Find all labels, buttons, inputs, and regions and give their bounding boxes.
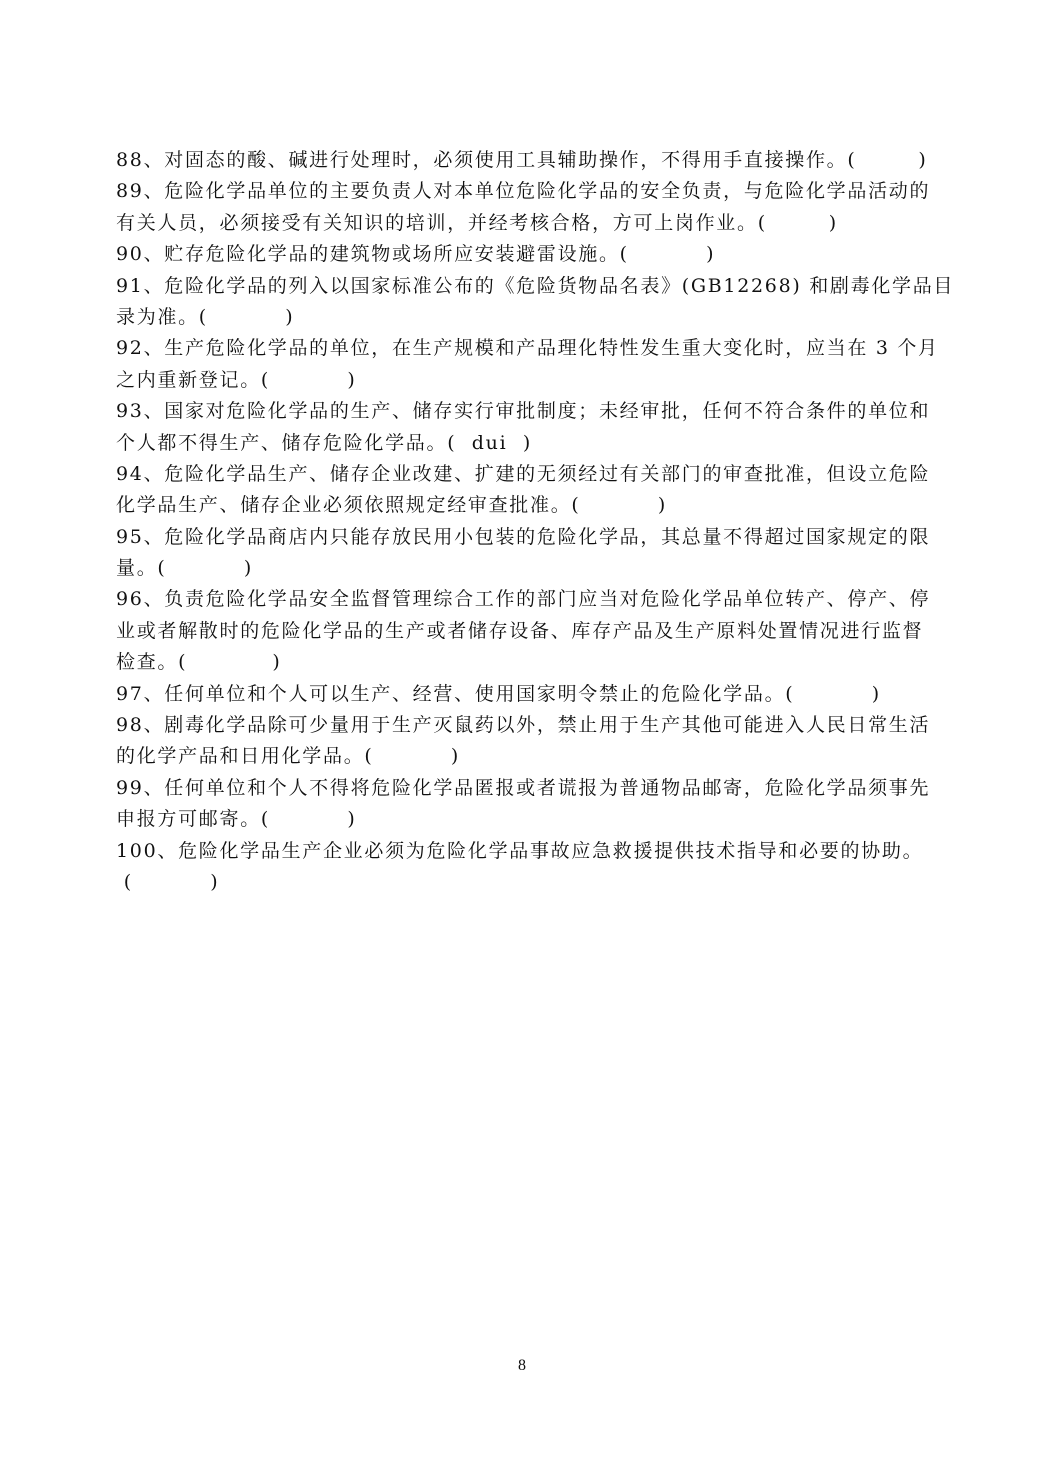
question-line: 98、剧毒化学品除可少量用于生产灭鼠药以外，禁止用于生产其他可能进入人民日常生活 — [116, 714, 931, 737]
question-97 — [116, 679, 936, 710]
question-89 — [116, 176, 936, 239]
question-line: 之内重新登记。( ) — [116, 368, 357, 391]
question-95 — [116, 522, 936, 585]
question-92 — [116, 333, 939, 396]
question-94 — [116, 459, 936, 522]
question-list — [116, 145, 955, 898]
question-line: 有关人员，必须接受有关知识的培训，并经考核合格，方可上岗作业。( ) — [116, 211, 838, 234]
question-line: 95、危险化学品商店内只能存放民用小包装的危险化学品，其总量不得超过国家规定的限 — [116, 525, 931, 548]
question-line: 89、危险化学品单位的主要负责人对本单位危险化学品的安全负责，与危险化学品活动的 — [116, 180, 931, 203]
question-line: ( ) — [116, 870, 220, 893]
question-line: 91、危险化学品的列入以国家标准公布的《危险货物品名表》(GB12268) 和剧毒化学品目 — [116, 274, 955, 297]
question-99 — [116, 773, 936, 836]
question-line: 检查。( ) — [116, 651, 282, 674]
question-line: 100、危险化学品生产企业必须为危险化学品事故应急救援提供技术指导和必要的协助。 — [116, 839, 924, 862]
question-98 — [116, 710, 936, 773]
question-line: 88、对固态的酸、碱进行处理时，必须使用工具辅助操作，不得用手直接操作。( ) — [116, 149, 928, 171]
question-line: 94、危险化学品生产、储存企业改建、扩建的无须经过有关部门的审查批准，但设立危险 — [116, 462, 931, 485]
question-line: 量。( ) — [116, 557, 254, 580]
question-line: 化学品生产、储存企业必须依照规定经审查批准。( ) — [116, 494, 668, 517]
question-line: 90、贮存危险化学品的建筑物或场所应安装避雷设施。( ) — [116, 243, 716, 266]
question-line: 录为准。( ) — [116, 305, 295, 328]
question-96 — [116, 584, 936, 678]
question-90 — [116, 239, 936, 270]
question-line: 92、生产危险化学品的单位，在生产规模和产品理化特性发生重大变化时，应当在 3 个月 — [116, 337, 939, 360]
question-93 — [116, 396, 936, 459]
question-line: 96、负责危险化学品安全监督管理综合工作的部门应当对危险化学品单位转产、停产、停 — [116, 588, 931, 611]
question-91 — [116, 271, 955, 334]
question-line: 93、国家对危险化学品的生产、储存实行审批制度；未经审批，任何不符合条件的单位和 — [116, 400, 931, 423]
question-88 — [116, 145, 936, 176]
question-100 — [116, 836, 936, 899]
question-line: 业或者解散时的危险化学品的生产或者储存设备、库存产品及生产原料处置情况进行监督 — [116, 619, 924, 642]
page-number: 8 — [518, 1357, 526, 1374]
question-line: 的化学产品和日用化学品。( ) — [116, 745, 461, 768]
question-line: 99、任何单位和个人不得将危险化学品匿报或者谎报为普通物品邮寄，危险化学品须事先 — [116, 776, 931, 799]
question-line: 97、任何单位和个人可以生产、经营、使用国家明令禁止的危险化学品。( ) — [116, 682, 881, 705]
question-line: 申报方可邮寄。( ) — [116, 808, 357, 831]
question-line: 个人都不得生产、储存危险化学品。( dui ) — [116, 431, 532, 454]
